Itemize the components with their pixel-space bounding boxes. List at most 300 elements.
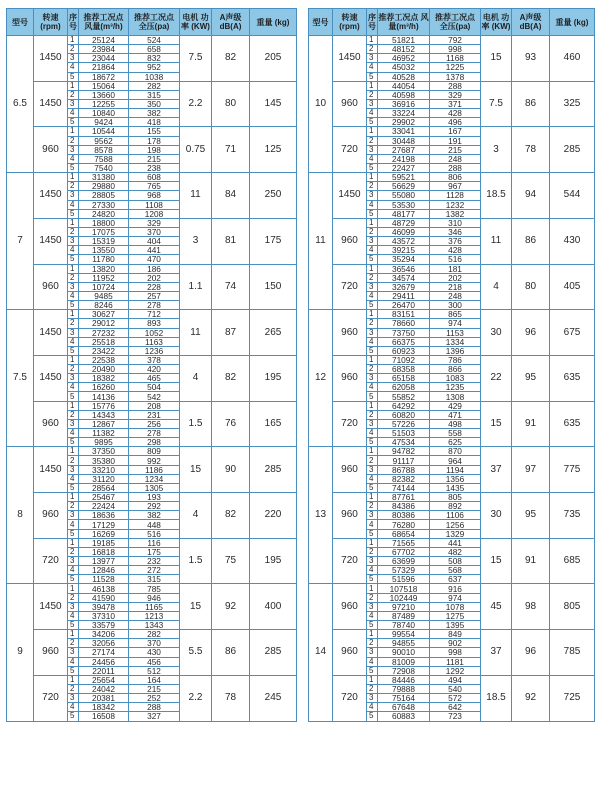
db-cell: 75 <box>212 538 250 584</box>
pressure-cell: 785 <box>129 584 180 593</box>
idx-cell: 2 <box>367 639 378 648</box>
flow-cell: 29880 <box>79 182 129 191</box>
pressure-cell: 382 <box>129 511 180 520</box>
flow-cell: 32056 <box>79 639 129 648</box>
rpm-cell: 1450 <box>333 36 367 82</box>
table-row <box>7 675 297 684</box>
table-row <box>7 493 297 502</box>
pressure-cell: 916 <box>430 584 481 593</box>
rpm-cell: 1450 <box>34 447 68 493</box>
rpm-cell: 960 <box>333 218 367 264</box>
pressure-cell: 568 <box>430 566 481 575</box>
idx-cell: 2 <box>68 90 79 99</box>
pressure-cell: 974 <box>430 319 481 328</box>
idx-cell: 4 <box>367 291 378 300</box>
flow-cell: 94782 <box>378 447 430 456</box>
idx-cell: 5 <box>68 346 79 355</box>
flow-cell: 53530 <box>378 200 430 209</box>
idx-cell: 3 <box>68 237 79 246</box>
flow-cell: 75164 <box>378 694 430 703</box>
pressure-cell: 805 <box>430 493 481 502</box>
idx-cell: 1 <box>68 81 79 90</box>
idx-cell: 3 <box>68 465 79 474</box>
flow-cell: 18382 <box>79 374 129 383</box>
idx-cell: 5 <box>367 346 378 355</box>
flow-cell: 11952 <box>79 273 129 282</box>
kw-cell: 37 <box>481 630 512 676</box>
table-row <box>7 218 297 227</box>
idx-cell: 4 <box>68 291 79 300</box>
idx-cell: 3 <box>367 191 378 200</box>
kw-cell: 2.2 <box>180 675 212 721</box>
flow-cell: 39215 <box>378 246 430 255</box>
rpm-cell: 960 <box>333 81 367 127</box>
flow-cell: 29902 <box>378 118 430 127</box>
pressure-cell: 608 <box>129 173 180 182</box>
flow-cell: 55852 <box>378 392 430 401</box>
flow-cell: 27174 <box>79 648 129 657</box>
flow-cell: 99554 <box>378 630 430 639</box>
flow-cell: 25518 <box>79 337 129 346</box>
idx-cell: 3 <box>367 374 378 383</box>
table-row <box>309 264 595 273</box>
table-row <box>309 584 595 593</box>
flow-cell: 18342 <box>79 703 129 712</box>
idx-cell: 5 <box>68 529 79 538</box>
rpm-cell: 960 <box>34 630 68 676</box>
pressure-cell: 181 <box>430 264 481 273</box>
idx-cell: 1 <box>367 584 378 593</box>
pressure-cell: 300 <box>430 301 481 310</box>
idx-cell: 3 <box>367 648 378 657</box>
flow-cell: 17075 <box>79 227 129 236</box>
flow-cell: 91117 <box>378 456 430 465</box>
idx-cell: 4 <box>68 657 79 666</box>
kw-cell: 7.5 <box>180 36 212 82</box>
db-cell: 95 <box>512 493 550 539</box>
flow-cell: 84446 <box>378 675 430 684</box>
idx-cell: 4 <box>68 383 79 392</box>
rpm-cell: 960 <box>333 310 367 356</box>
idx-cell: 2 <box>367 684 378 693</box>
flow-cell: 66375 <box>378 337 430 346</box>
pressure-cell: 1292 <box>430 666 481 675</box>
idx-cell: 4 <box>367 566 378 575</box>
pressure-cell: 282 <box>129 630 180 639</box>
flow-cell: 48177 <box>378 209 430 218</box>
idx-cell: 5 <box>367 575 378 584</box>
idx-cell: 1 <box>367 447 378 456</box>
kg-cell: 675 <box>550 310 595 356</box>
flow-cell: 63699 <box>378 557 430 566</box>
pressure-cell: 974 <box>430 593 481 602</box>
flow-cell: 15776 <box>79 401 129 410</box>
flow-cell: 11528 <box>79 575 129 584</box>
pressure-cell: 1108 <box>129 200 180 209</box>
idx-cell: 1 <box>367 218 378 227</box>
pressure-cell: 1329 <box>430 529 481 538</box>
idx-cell: 2 <box>367 502 378 511</box>
header-row <box>7 9 297 36</box>
idx-cell: 3 <box>367 282 378 291</box>
flow-cell: 46952 <box>378 54 430 63</box>
pressure-cell: 512 <box>129 666 180 675</box>
pressure-cell: 429 <box>430 401 481 410</box>
flow-cell: 46099 <box>378 227 430 236</box>
idx-cell: 4 <box>367 200 378 209</box>
flow-cell: 22538 <box>79 355 129 364</box>
db-cell: 82 <box>212 493 250 539</box>
idx-cell: 2 <box>367 365 378 374</box>
pressure-cell: 625 <box>430 438 481 447</box>
idx-cell: 3 <box>68 419 79 428</box>
db-cell: 96 <box>512 310 550 356</box>
idx-cell: 4 <box>68 337 79 346</box>
idx-cell: 3 <box>68 511 79 520</box>
rpm-cell: 960 <box>333 447 367 493</box>
idx-cell: 4 <box>68 474 79 483</box>
table-row <box>7 538 297 547</box>
pressure-cell: 637 <box>430 575 481 584</box>
pressure-cell: 1343 <box>129 621 180 630</box>
flow-cell: 27687 <box>378 145 430 154</box>
db-cell: 91 <box>512 538 550 584</box>
rpm-cell: 960 <box>333 630 367 676</box>
left-spec-table <box>6 8 297 722</box>
pressure-cell: 866 <box>430 365 481 374</box>
pressure-cell: 946 <box>129 593 180 602</box>
flow-cell: 107518 <box>378 584 430 593</box>
idx-cell: 4 <box>367 611 378 620</box>
flow-cell: 45032 <box>378 63 430 72</box>
rpm-cell: 960 <box>34 127 68 173</box>
pressure-cell: 498 <box>430 419 481 428</box>
pressure-cell: 248 <box>430 291 481 300</box>
flow-cell: 24198 <box>378 154 430 163</box>
flow-cell: 40528 <box>378 72 430 81</box>
table-row <box>309 538 595 547</box>
pressure-cell: 892 <box>430 502 481 511</box>
idx-cell: 3 <box>68 694 79 703</box>
idx-cell: 3 <box>367 54 378 63</box>
idx-cell: 5 <box>367 392 378 401</box>
pressure-cell: 1186 <box>129 465 180 474</box>
kg-cell: 725 <box>550 675 595 721</box>
pressure-cell: 992 <box>129 456 180 465</box>
pressure-cell: 558 <box>430 429 481 438</box>
column-header: 重量 (kg) <box>250 9 297 36</box>
table-row <box>7 81 297 90</box>
flow-cell: 56629 <box>378 182 430 191</box>
pressure-cell: 658 <box>129 45 180 54</box>
flow-cell: 25124 <box>79 36 129 45</box>
idx-cell: 3 <box>68 282 79 291</box>
idx-cell: 5 <box>367 255 378 264</box>
flow-cell: 9895 <box>79 438 129 447</box>
flow-cell: 27232 <box>79 328 129 337</box>
flow-cell: 79888 <box>378 684 430 693</box>
pressure-cell: 186 <box>129 264 180 273</box>
flow-cell: 25654 <box>79 675 129 684</box>
kw-cell: 15 <box>481 36 512 82</box>
pressure-cell: 723 <box>430 712 481 721</box>
pressure-cell: 542 <box>129 392 180 401</box>
pressure-cell: 288 <box>430 163 481 172</box>
kw-cell: 1.5 <box>180 538 212 584</box>
idx-cell: 3 <box>367 145 378 154</box>
flow-cell: 87761 <box>378 493 430 502</box>
pressure-cell: 215 <box>129 154 180 163</box>
flow-cell: 36916 <box>378 99 430 108</box>
flow-cell: 8246 <box>79 301 129 310</box>
flow-cell: 30448 <box>378 136 430 145</box>
table-row <box>7 264 297 273</box>
pressure-cell: 809 <box>129 447 180 456</box>
pressure-cell: 524 <box>129 36 180 45</box>
pressure-cell: 256 <box>129 419 180 428</box>
pressure-cell: 1213 <box>129 611 180 620</box>
idx-cell: 3 <box>68 374 79 383</box>
idx-cell: 2 <box>68 45 79 54</box>
idx-cell: 5 <box>68 483 79 492</box>
pressure-cell: 1308 <box>430 392 481 401</box>
idx-cell: 5 <box>367 72 378 81</box>
flow-cell: 68358 <box>378 365 430 374</box>
idx-cell: 4 <box>367 429 378 438</box>
flow-cell: 44054 <box>378 81 430 90</box>
db-cell: 90 <box>212 447 250 493</box>
idx-cell: 4 <box>367 246 378 255</box>
flow-cell: 24042 <box>79 684 129 693</box>
pressure-cell: 1305 <box>129 483 180 492</box>
flow-cell: 15064 <box>79 81 129 90</box>
flow-cell: 18636 <box>79 511 129 520</box>
pressure-cell: 198 <box>129 145 180 154</box>
idx-cell: 5 <box>367 209 378 218</box>
flow-cell: 40598 <box>378 90 430 99</box>
idx-cell: 2 <box>367 273 378 282</box>
kw-cell: 3 <box>481 127 512 173</box>
rpm-cell: 1450 <box>34 36 68 82</box>
table-row <box>309 81 595 90</box>
model-cell: 13 <box>309 447 333 584</box>
idx-cell: 4 <box>68 429 79 438</box>
kw-cell: 4 <box>180 355 212 401</box>
idx-cell: 1 <box>367 81 378 90</box>
idx-cell: 3 <box>68 99 79 108</box>
idx-cell: 5 <box>68 392 79 401</box>
flow-cell: 14343 <box>79 410 129 419</box>
flow-cell: 11382 <box>79 429 129 438</box>
pressure-cell: 642 <box>430 703 481 712</box>
pressure-cell: 382 <box>129 109 180 118</box>
rpm-cell: 720 <box>34 675 68 721</box>
flow-cell: 22424 <box>79 502 129 511</box>
kg-cell: 685 <box>550 538 595 584</box>
idx-cell: 1 <box>367 264 378 273</box>
db-cell: 86 <box>212 630 250 676</box>
idx-cell: 3 <box>68 602 79 611</box>
idx-cell: 3 <box>68 54 79 63</box>
idx-cell: 5 <box>367 712 378 721</box>
idx-cell: 4 <box>68 200 79 209</box>
table-row <box>309 36 595 45</box>
flow-cell: 78660 <box>378 319 430 328</box>
flow-cell: 16508 <box>79 712 129 721</box>
pressure-cell: 164 <box>129 675 180 684</box>
db-cell: 74 <box>212 264 250 310</box>
pressure-cell: 202 <box>129 273 180 282</box>
pressure-cell: 1435 <box>430 483 481 492</box>
flow-cell: 12867 <box>79 419 129 428</box>
pressure-cell: 832 <box>129 54 180 63</box>
pressure-cell: 238 <box>129 163 180 172</box>
idx-cell: 1 <box>68 447 79 456</box>
pressure-cell: 1078 <box>430 602 481 611</box>
flow-cell: 57226 <box>378 419 430 428</box>
kg-cell: 195 <box>250 355 297 401</box>
idx-cell: 2 <box>68 684 79 693</box>
idx-cell: 3 <box>367 511 378 520</box>
table-row <box>7 355 297 364</box>
pressure-cell: 175 <box>129 547 180 556</box>
idx-cell: 2 <box>68 593 79 602</box>
pressure-cell: 228 <box>129 282 180 291</box>
kw-cell: 15 <box>180 584 212 630</box>
pressure-cell: 315 <box>129 90 180 99</box>
flow-cell: 84386 <box>378 502 430 511</box>
flow-cell: 9562 <box>79 136 129 145</box>
kw-cell: 18.5 <box>481 675 512 721</box>
flow-cell: 76280 <box>378 520 430 529</box>
flow-cell: 51821 <box>378 36 430 45</box>
pressure-cell: 218 <box>430 282 481 291</box>
flow-cell: 35294 <box>378 255 430 264</box>
flow-cell: 14136 <box>79 392 129 401</box>
pressure-cell: 292 <box>129 502 180 511</box>
idx-cell: 5 <box>367 621 378 630</box>
flow-cell: 23422 <box>79 346 129 355</box>
db-cell: 82 <box>212 36 250 82</box>
idx-cell: 1 <box>367 173 378 182</box>
pressure-cell: 712 <box>129 310 180 319</box>
kg-cell: 805 <box>550 584 595 630</box>
kw-cell: 1.5 <box>180 401 212 447</box>
table-row <box>7 173 297 182</box>
pressure-cell: 1128 <box>430 191 481 200</box>
idx-cell: 2 <box>367 227 378 236</box>
flow-cell: 13660 <box>79 90 129 99</box>
flow-cell: 16260 <box>79 383 129 392</box>
pressure-cell: 1275 <box>430 611 481 620</box>
idx-cell: 1 <box>68 584 79 593</box>
idx-cell: 4 <box>367 383 378 392</box>
flow-cell: 17129 <box>79 520 129 529</box>
flow-cell: 9424 <box>79 118 129 127</box>
pressure-cell: 792 <box>430 36 481 45</box>
pressure-cell: 418 <box>129 118 180 127</box>
idx-cell: 2 <box>367 593 378 602</box>
idx-cell: 1 <box>367 493 378 502</box>
idx-cell: 2 <box>68 182 79 191</box>
idx-cell: 4 <box>367 337 378 346</box>
kg-cell: 175 <box>250 218 297 264</box>
flow-cell: 16818 <box>79 547 129 556</box>
pressure-cell: 1235 <box>430 383 481 392</box>
db-cell: 82 <box>212 355 250 401</box>
db-cell: 86 <box>512 81 550 127</box>
table-row <box>309 630 595 639</box>
table-row <box>309 447 595 456</box>
rpm-cell: 1450 <box>34 355 68 401</box>
pressure-cell: 215 <box>430 145 481 154</box>
table-row <box>7 310 297 319</box>
kg-cell: 265 <box>250 310 297 356</box>
flow-cell: 47534 <box>378 438 430 447</box>
flow-cell: 19185 <box>79 538 129 547</box>
rpm-cell: 720 <box>333 127 367 173</box>
idx-cell: 2 <box>68 456 79 465</box>
table-row <box>309 173 595 182</box>
flow-cell: 23044 <box>79 54 129 63</box>
flow-cell: 11780 <box>79 255 129 264</box>
pressure-cell: 441 <box>430 538 481 547</box>
idx-cell: 5 <box>367 163 378 172</box>
rpm-cell: 720 <box>333 538 367 584</box>
pressure-cell: 806 <box>430 173 481 182</box>
pressure-cell: 329 <box>129 218 180 227</box>
flow-cell: 33224 <box>378 109 430 118</box>
model-cell: 11 <box>309 173 333 310</box>
flow-cell: 82382 <box>378 474 430 483</box>
idx-cell: 1 <box>68 127 79 136</box>
idx-cell: 1 <box>68 36 79 45</box>
flow-cell: 10544 <box>79 127 129 136</box>
pressure-cell: 378 <box>129 355 180 364</box>
db-cell: 97 <box>512 447 550 493</box>
flow-cell: 78740 <box>378 621 430 630</box>
idx-cell: 3 <box>367 465 378 474</box>
pressure-cell: 329 <box>430 90 481 99</box>
pressure-cell: 1234 <box>129 474 180 483</box>
idx-cell: 4 <box>68 611 79 620</box>
column-header: 序号 <box>68 9 79 36</box>
flow-cell: 60820 <box>378 410 430 419</box>
flow-cell: 23984 <box>79 45 129 54</box>
kg-cell: 430 <box>550 218 595 264</box>
kw-cell: 15 <box>481 401 512 447</box>
kw-cell: 3 <box>180 218 212 264</box>
idx-cell: 2 <box>367 136 378 145</box>
kg-cell: 775 <box>550 447 595 493</box>
db-cell: 96 <box>512 630 550 676</box>
kg-cell: 285 <box>250 630 297 676</box>
idx-cell: 1 <box>68 218 79 227</box>
flow-cell: 7588 <box>79 154 129 163</box>
db-cell: 95 <box>512 355 550 401</box>
flow-cell: 81009 <box>378 657 430 666</box>
kw-cell: 7.5 <box>481 81 512 127</box>
pressure-cell: 471 <box>430 410 481 419</box>
kw-cell: 30 <box>481 310 512 356</box>
pressure-cell: 504 <box>129 383 180 392</box>
kg-cell: 195 <box>250 538 297 584</box>
flow-cell: 90010 <box>378 648 430 657</box>
pressure-cell: 952 <box>129 63 180 72</box>
flow-cell: 36546 <box>378 264 430 273</box>
pressure-cell: 786 <box>430 355 481 364</box>
model-cell: 14 <box>309 584 333 721</box>
